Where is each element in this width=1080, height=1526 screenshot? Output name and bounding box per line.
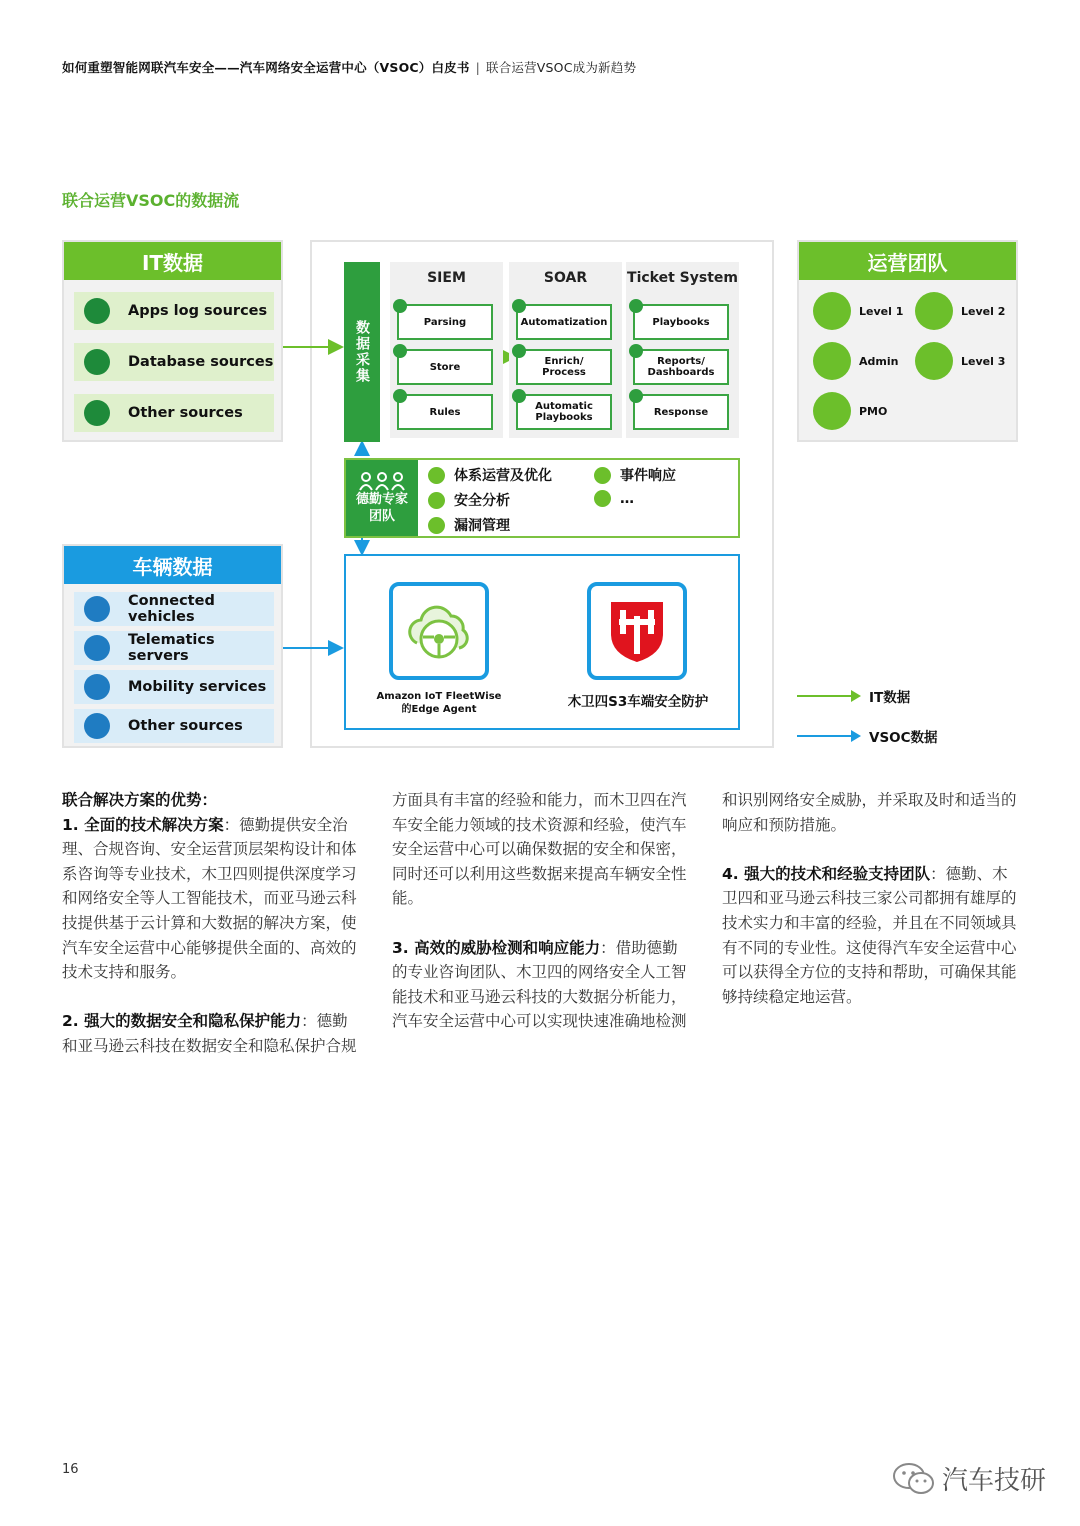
item-dot-icon (393, 344, 407, 358)
vehicle-source-label: Connected vehicles (128, 593, 215, 625)
person-icon (813, 292, 851, 330)
header-subtitle: 联合运营VSOC成为新趋势 (486, 60, 637, 75)
cloud-steering-icon (401, 593, 477, 669)
it-source-label: Apps log sources (128, 303, 268, 319)
item-dot-icon (512, 299, 526, 313)
pipeline-item: Response (633, 394, 729, 430)
item-dot-icon (512, 389, 526, 403)
it-source-label: Other sources (128, 405, 243, 421)
item-dot-icon (629, 389, 643, 403)
item-dot-icon (512, 344, 526, 358)
bullet-icon (428, 467, 445, 484)
vsoc-products-box (344, 554, 740, 730)
vehicle-source-label: Mobility services (128, 679, 267, 695)
legend-vsoc: VSOC数据 (797, 726, 938, 746)
column-title: SIEM (427, 270, 466, 286)
item-dot-icon (629, 344, 643, 358)
body-text (62, 788, 1022, 1068)
fleetwise-tile (389, 582, 489, 680)
person-icon (813, 392, 851, 430)
expert-team-box (344, 458, 740, 538)
vehicle-source-label: Other sources (128, 718, 243, 734)
person-icon (915, 292, 953, 330)
pipeline-item: Store (397, 349, 493, 385)
pipeline-item: Rules (397, 394, 493, 430)
expert-team-label: 德勤专家 团队 (346, 460, 418, 536)
bullet-icon (594, 467, 611, 484)
pipeline-item: Reports/ Dashboards (633, 349, 729, 385)
team-member: Level 3 (915, 342, 1005, 380)
s3-tile (587, 582, 687, 680)
paragraph-3: 3. 高效的威胁检测和响应能力：借助德勤的专业咨询团队、木卫四的网络安全人工智能技术和亚马逊云科技的大数据分析能力，汽车安全运营中心可以实现快速准确地检测和识别网络安全威胁，并采取及时和适当的响应和预防措施。 (392, 791, 1017, 1031)
paragraph-4: 4. 强大的技术和经验支持团队：德勤、木卫四和亚马逊云科技三家公司都拥有雄厚的技术实力和丰富的经验，并且在不同领域具有不同的专业性。这使得汽车安全运营中心可以获得全方位的支持和帮助，可确保其能够持续稳定地运营。 (722, 864, 1017, 1006)
header-separator: | (475, 60, 480, 75)
vehicle-data-title: 车辆数据 (64, 546, 281, 584)
column-title: SOAR (543, 270, 588, 286)
fleetwise-label: Amazon IoT FleetWise 的Edge Agent (376, 691, 502, 715)
intro-heading: 联合解决方案的优势： (62, 791, 218, 809)
team-member: Level 1 (813, 292, 903, 330)
expert-item: 体系运营及优化 (428, 465, 552, 485)
person-icon (915, 342, 953, 380)
shield-logo-icon (605, 596, 669, 666)
team-member: PMO (813, 392, 887, 430)
vehicle-source-label: Telematics servers (128, 632, 215, 664)
ticket-system-column (626, 262, 739, 438)
green-arrow-icon (797, 689, 863, 703)
bullet-icon (428, 492, 445, 509)
it-data-title: IT数据 (64, 242, 281, 280)
pipeline-item: Automatic Playbooks (516, 394, 612, 430)
pipeline-item: Playbooks (633, 304, 729, 340)
header-title: 如何重塑智能网联汽车安全——汽车网络安全运营中心（VSOC）白皮书 (62, 60, 470, 75)
pipeline-item: Automatization (516, 304, 612, 340)
expert-item: 安全分析 (428, 490, 510, 510)
column-title: Ticket System (627, 270, 738, 286)
page-number: 16 (62, 1462, 79, 1477)
figure-title: 联合运营VSOC的数据流 (62, 191, 240, 210)
ops-team-panel (797, 240, 1018, 442)
item-dot-icon (393, 389, 407, 403)
s3-label: 木卫四S3车端安全防护 (567, 694, 709, 710)
paragraph-1: 1. 全面的技术解决方案：德勤提供安全治理、合规咨询、安全运营顶层架构设计和体系咨询等专业技术，木卫四则提供深度学习和网络安全等人工智能技术，而亚马逊云科技提供基于云计算和大数据的解决方案，使汽车安全运营中心能够提供全面的、高效的技术支持和服务。 (62, 815, 357, 982)
paragraph-2: 2. 强大的数据安全和隐私保护能力：德勤和亚马逊云科技在数据安全和隐私保护合规方面具有丰富的经验和能力，而木卫四在汽车安全能力领域的技术资源和经验，使汽车安全运营中心可以确保数据的安全和保密，同时还可以利用这些数据来提高车辆安全性能。 (62, 791, 687, 1055)
wechat-icon (892, 1462, 936, 1496)
bullet-icon (594, 490, 611, 507)
siem-column (390, 262, 503, 438)
blue-arrow-icon (797, 729, 863, 743)
expert-item: … (594, 490, 634, 507)
team-member: Admin (813, 342, 898, 380)
item-dot-icon (393, 299, 407, 313)
legend-it: IT数据 (797, 686, 910, 706)
team-member: Level 2 (915, 292, 1005, 330)
pipeline-item: Parsing (397, 304, 493, 340)
person-icon (813, 342, 851, 380)
item-dot-icon (629, 299, 643, 313)
expert-item: 事件响应 (594, 465, 676, 485)
team-people-icon (358, 471, 406, 491)
expert-item: 漏洞管理 (428, 515, 510, 535)
watermark: 汽车技研 (892, 1460, 1046, 1497)
data-collection-bar: 数据采集 (344, 262, 380, 442)
ops-team-title: 运营团队 (799, 242, 1016, 280)
pipeline-item: Enrich/ Process (516, 349, 612, 385)
it-source-label: Database sources (128, 354, 274, 370)
soar-column (509, 262, 622, 438)
bullet-icon (428, 517, 445, 534)
